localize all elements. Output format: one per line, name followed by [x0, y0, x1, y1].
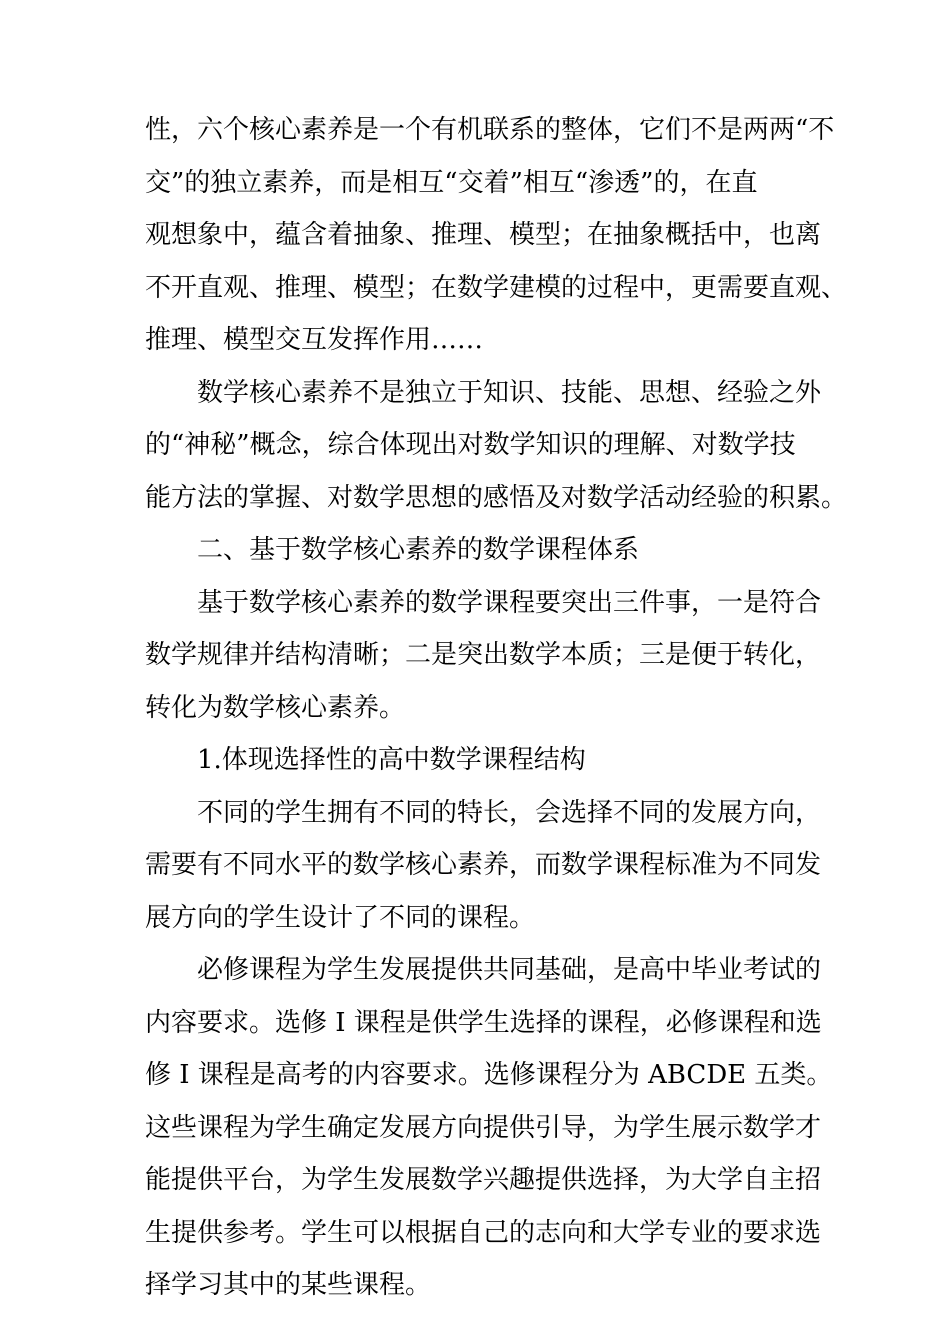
text-line: 性，六个核心素养是一个有机联系的整体，它们不是两两“不	[145, 115, 835, 145]
subsection-heading: 1.体现选择性的高中数学课程结构	[197, 745, 586, 775]
text-line: 转化为数学核心素养。	[145, 692, 406, 723]
text-line: 这些课程为学生确定发展方向提供引导，为学生展示数学才	[145, 1112, 822, 1143]
text-line: 择学习其中的某些课程。	[145, 1270, 432, 1300]
text-line: 内容要求。选修 I 课程是供学生选择的课程，必修课程和选	[145, 1007, 822, 1038]
text-line: 能方法的掌握、对数学思想的感悟及对数学活动经验的积累。	[145, 482, 848, 513]
text-line: 需要有不同水平的数学核心素养，而数学课程标准为不同发	[145, 850, 822, 880]
text-line: 展方向的学生设计了不同的课程。	[145, 902, 536, 933]
document-body	[145, 104, 848, 1312]
paragraph-first-line: 必修课程为学生发展提供共同基础，是高中毕业考试的	[197, 955, 822, 985]
text-line: 观想象中，蕴含着抽象、推理、模型；在抽象概括中，也离	[145, 220, 822, 250]
text-line: 不开直观、推理、模型；在数学建模的过程中，更需要直观、	[145, 272, 848, 303]
paragraph-first-line: 基于数学核心素养的数学课程要突出三件事，一是符合	[197, 587, 822, 618]
text-line: 的“神秘”概念，综合体现出对数学知识的理解、对数学技	[145, 430, 796, 460]
text-line: 推理、模型交互发挥作用……	[145, 325, 484, 355]
section-heading: 二、基于数学核心素养的数学课程体系	[197, 535, 640, 565]
text-line: 生提供参考。学生可以根据自己的志向和大学专业的要求选	[145, 1217, 822, 1248]
text-line: 数学规律并结构清晰；二是突出数学本质；三是便于转化，	[145, 640, 822, 670]
paragraph-first-line: 数学核心素养不是独立于知识、技能、思想、经验之外	[197, 377, 822, 408]
text-line: 修 I 课程是高考的内容要求。选修课程分为 ABCDE 五类。	[145, 1060, 833, 1090]
text-line: 能提供平台，为学生发展数学兴趣提供选择，为大学自主招	[145, 1165, 822, 1195]
text-line: 交”的独立素养，而是相互“交着”相互“渗透”的，在直	[145, 167, 758, 198]
paragraph-first-line: 不同的学生拥有不同的特长，会选择不同的发展方向，	[197, 797, 822, 828]
